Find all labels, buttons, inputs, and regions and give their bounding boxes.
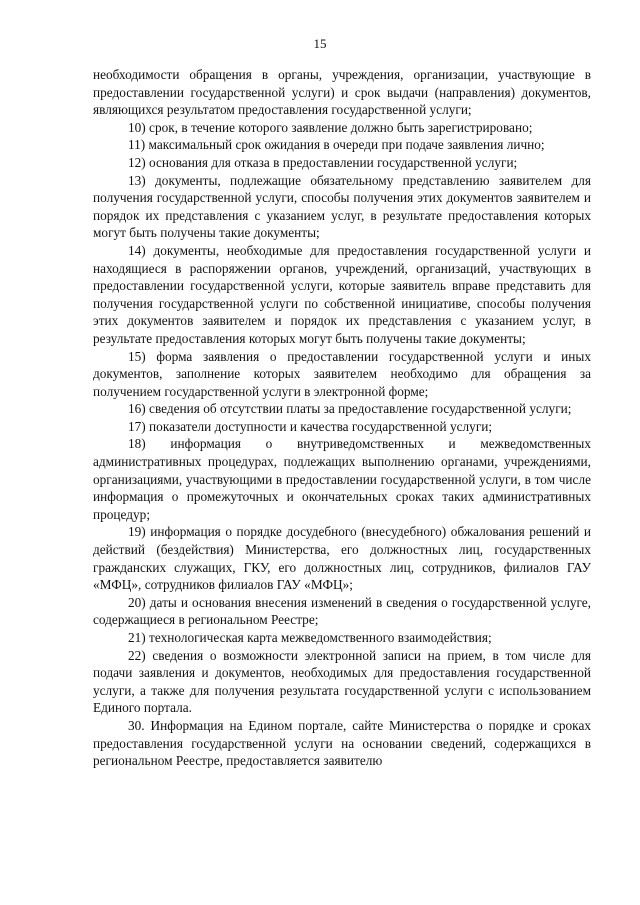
paragraph: 14) документы, необходимые для предоставления государственной услуги и находящиеся в распоряжении органов, учреждений, организаций, участвующих в предоставлении государственной услуги, которые заявитель вправе представить для получения государственной услуги по собственной инициативе, способы получения этих документов заявителем и порядок их представления с указанием услуг, в результате предоставления которых могут быть получены такие документы;	[93, 242, 591, 346]
paragraph: 13) документы, подлежащие обязательному представлению заявителем для получения государственной услуги, способы получения этих документов заявителем и порядок их представления с указанием услуг, в результате предоставления которых могут быть получены такие документы;	[93, 172, 591, 241]
paragraph: 21) технологическая карта межведомственного взаимодействия;	[128, 630, 492, 645]
paragraph: 20) даты и основания внесения изменений в сведения о государственной услуге, содержащиеся в региональном Реестре;	[93, 594, 591, 628]
paragraph: 15) форма заявления о предоставлении государственной услуги и иных документов, заполнение которых заявителем необходимо для обращения за получением государственной услуги в электронной форме;	[93, 348, 591, 399]
paragraph: 17) показатели доступности и качества государственной услуги;	[128, 418, 493, 434]
paragraph: 30. Информация на Едином портале, сайте Министерства о порядке и сроках предоставления государственной услуги на основании сведений, содержащихся в региональном Реестре, предоставляется заявителю	[93, 717, 591, 769]
paragraph: 19) информация о порядке досудебного (внесудебного) обжалования решений и действий (бездействия) Министерства, его должностных лиц, государственных гражданских служащих, ГКУ, его должностных лиц, сотрудников, филиалов ГАУ «МФЦ», сотрудников филиалов ГАУ «МФЦ»;	[93, 524, 591, 593]
page-number: 15	[313, 36, 327, 51]
paragraph: 22) сведения о возможности электронной записи на прием, в том числе для подачи заявления и документов, необходимых для предоставления государственной услуги, а также для получения результата государственной услуги с использованием Единого портала.	[93, 647, 591, 716]
paragraph: 16) сведения об отсутствии платы за предоставление государственной услуги;	[128, 401, 572, 417]
paragraph: 18) информация о внутриведомственных и межведомственных административных процедурах, подлежащих выполнению органами, учреждениями, организациями, участвующими в предоставлении государственной услуги, в том числе информация о промежуточных и окончательных сроках таких административных процедур;	[93, 436, 591, 522]
document-body	[93, 66, 591, 770]
paragraph: 12) основания для отказа в предоставлении государственной услуги;	[128, 154, 518, 170]
paragraph: 10) срок, в течение которого заявление должно быть зарегистрировано;	[128, 119, 533, 135]
paragraph: 11) максимальный срок ожидания в очереди при подаче заявления лично;	[128, 137, 545, 153]
paragraph: необходимости обращения в органы, учреждения, организации, участвующие в предоставлении государственной услуги) и срок выдачи (направления) документов, являющихся результатом предоставления государственной услуги;	[93, 67, 591, 118]
